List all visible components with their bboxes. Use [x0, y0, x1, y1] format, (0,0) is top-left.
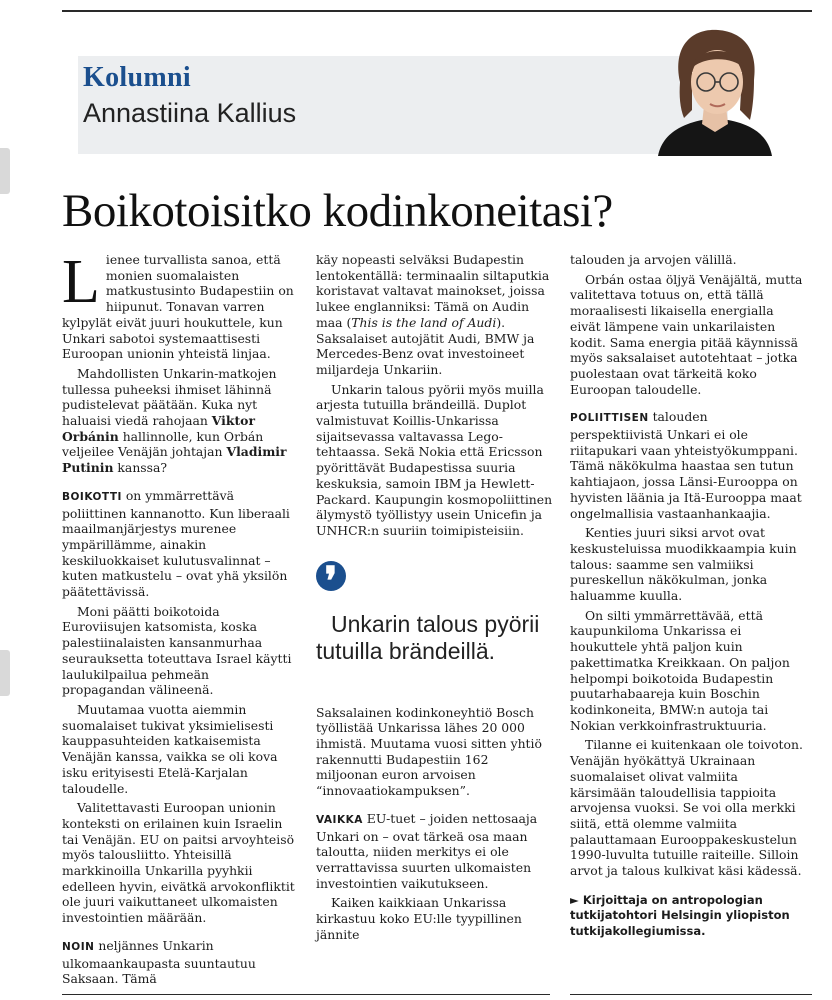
- paragraph: Mahdollisten Unkarin-matkojen tullessa puheeksi ihmiset lähinnä pudistelevat päätään. Kuka nyt haluaisi viedä rahojaan Viktor Orbánin hallinnolle, kun Orbán veljeilee Venäjän johtajan Vladimir Putinin kanssa?: [62, 365, 287, 476]
- author-name: Annastiina Kallius: [83, 98, 297, 128]
- paragraph: POLIITTISEN talouden perspektiivistä Unkari ei ole riitapukari vaan yhteistyökumppani. Tämä näkökulma haastaa sen tutun kahtiajaon, jossa Länsi-Eurooppa on hyvisten läänia ja Itä-Eurooppa maat ongelmallisia vastaanhankaajia.: [570, 409, 802, 521]
- kicker-label: Kolumni: [83, 62, 191, 93]
- paragraph: Valitettavasti Euroopan unionin konteksti on erilainen kuin Israelin tai Venäjän. EU on paitsi arvoyhteisö myös talousliitto. Yhteisillä markkinoilla Unkarilla pyyhkii edelleen hyvin, eivätkä arvokonfliktit ole juuri vaikuttaneet ulkomaisten investointien määrään.: [62, 800, 295, 926]
- author-bio: ► Kirjoittaja on antropologian tutkijatohtori Helsingin yliopiston tutkijakollegiumissa.: [570, 892, 790, 938]
- paragraph: On silti ymmärrettävää, että kaupunkiloma Unkarissa ei houkuttele yhtä paljon kuin pakettimatka Kreikkaan. On paljon helpompi boikotoida Budapestin puutarhabaareja kuin Boschin kodinkoneita, BMW:n autoja tai Nokian verkkoinfrastruktuuria.: [570, 607, 790, 733]
- article-column-2: [316, 252, 554, 947]
- paragraph: VAIKKA EU-tuet – joiden nettosaaja Unkari on – ovat tärkeä osa maan taloutta, niiden merkitys ei ole verrattavissa suurten ulkomaisten investointien vaikutukseen.: [316, 810, 538, 891]
- page-edge-tab: [0, 148, 10, 194]
- paragraph: Orbán ostaa öljyä Venäjältä, mutta valitettava totuus on, että tällä moraalisesti likaisella energialla eivät lämpene vain unkarilaisten kodit. Sama energia pitää käynnissä myös saksalaiset autotehtaat – jotka puolestaan ovat tärkeitä koko Euroopan taloudelle.: [570, 271, 803, 397]
- paragraph: Muutamaa vuotta aiemmin suomalaiset tukivat yksimielisesti kauppasuhteiden katkaisemista Venäjän kanssa, vaikka se oli kova isku erityisesti Etelä-Karjalan taloudelle.: [62, 701, 278, 796]
- article-column-1: [62, 248, 296, 991]
- pull-quote-block: [316, 558, 554, 665]
- paragraph: talouden ja arvojen välillä.: [570, 252, 737, 267]
- bottom-rule-right: [570, 994, 812, 995]
- top-rule: [62, 10, 812, 12]
- paragraph: käy nopeasti selväksi Budapestin lentokentällä: terminaalin siltaputkia koristavat valtavat mainokset, joissa lukee englanniksi: Tämä on Audin maa (This is the land of Audi). Saksalaiset autojätit Audi, BMW ja Mercedes-Benz ovat investoineet miljardeja Unkariin.: [316, 252, 550, 377]
- paragraph: NOIN neljännes Unkarin ulkomaankaupasta suuntautuu Saksaan. Tämä: [62, 937, 256, 987]
- page-edge-tab: [0, 650, 10, 696]
- pull-quote: Unkarin talous pyörii tutuilla brändeillä.: [316, 610, 540, 664]
- paragraph: Kenties juuri siksi arvot ovat keskusteluissa muodikkaampia kuin talous: saamme sen valmiiksi pureskellun näkökulman, jonka haluamme kuulla.: [570, 525, 797, 604]
- author-portrait: [640, 22, 790, 156]
- paragraph: Moni päätti boikotoida Euroviisujen katsomista, koska palestiinalaisten kansanmurhaa seurauksetta toteuttava Israel käytti laulukilpailua pehmeän propagandan välineenä.: [62, 603, 292, 698]
- quote-mark-icon: ❜: [316, 561, 346, 591]
- headline: Boikotoisitko kodinkoneitasi?: [62, 185, 613, 237]
- paragraph: BOIKOTTI on ymmärrettävä poliittinen kannanotto. Kun liberaali maailmanjärjestys murenee ympärillämme, ainakin keskiluokkaiset kulutusvalinnat – kuten matkustelu – ovat yhä yksilön päätettävissä.: [62, 487, 290, 600]
- drop-cap: L: [62, 248, 100, 316]
- paragraph: Saksalainen kodinkoneyhtiö Bosch työllistää Unkarissa lähes 20 000 ihmistä. Muutama vuosi sitten yhtiö rakennutti Budapestiin 162 miljoonan euron arvoisen “innovaatiokampuksen”.: [316, 704, 542, 799]
- article-column-3: [570, 252, 804, 939]
- paragraph: Kaiken kaikkiaan Unkarissa kirkastuu koko EU:lle tyypillinen jännite: [316, 895, 522, 942]
- paragraph: Lienee turvallista sanoa, että monien suomalaisten matkustusinto Budapestiin on hiipunut. Tonavan varren kylpylät eivät juuri houkuttele, kun Unkari sabotoi systemaattisesti Euroopan unionin yhteistä linjaa.: [62, 248, 294, 362]
- paragraph: Unkarin talous pyörii myös muilla arjesta tutuilla brändeillä. Duplot valmistuvat Koillis-Unkarissa sijaitsevassa valtavassa Lego-tehtaassa. Sekä Nokia että Ericsson pyörittävät Budapestissa suuria keskuksia, samoin IBM ja Hewlett-Packard. Kaupungin kosmopoliittinen älymystö työllistyy usein Unicefin ja UNHCR:n suuriin toimipisteisiin.: [316, 381, 553, 538]
- paragraph: Tilanne ei kuitenkaan ole toivoton. Venäjän hyökättyä Ukrainaan suomalaiset olivat valmiita kärsimään taloudellisia tappioita arvojensa vuoksi. Se voi olla merkki siitä, että olemme valmiita palauttamaan Eurooppakeskustelun 1990-luvulta tutuille raiteille. Silloin arvot ja talous kulkivat käsi kädessä.: [570, 737, 803, 879]
- bottom-rule-left: [62, 994, 550, 995]
